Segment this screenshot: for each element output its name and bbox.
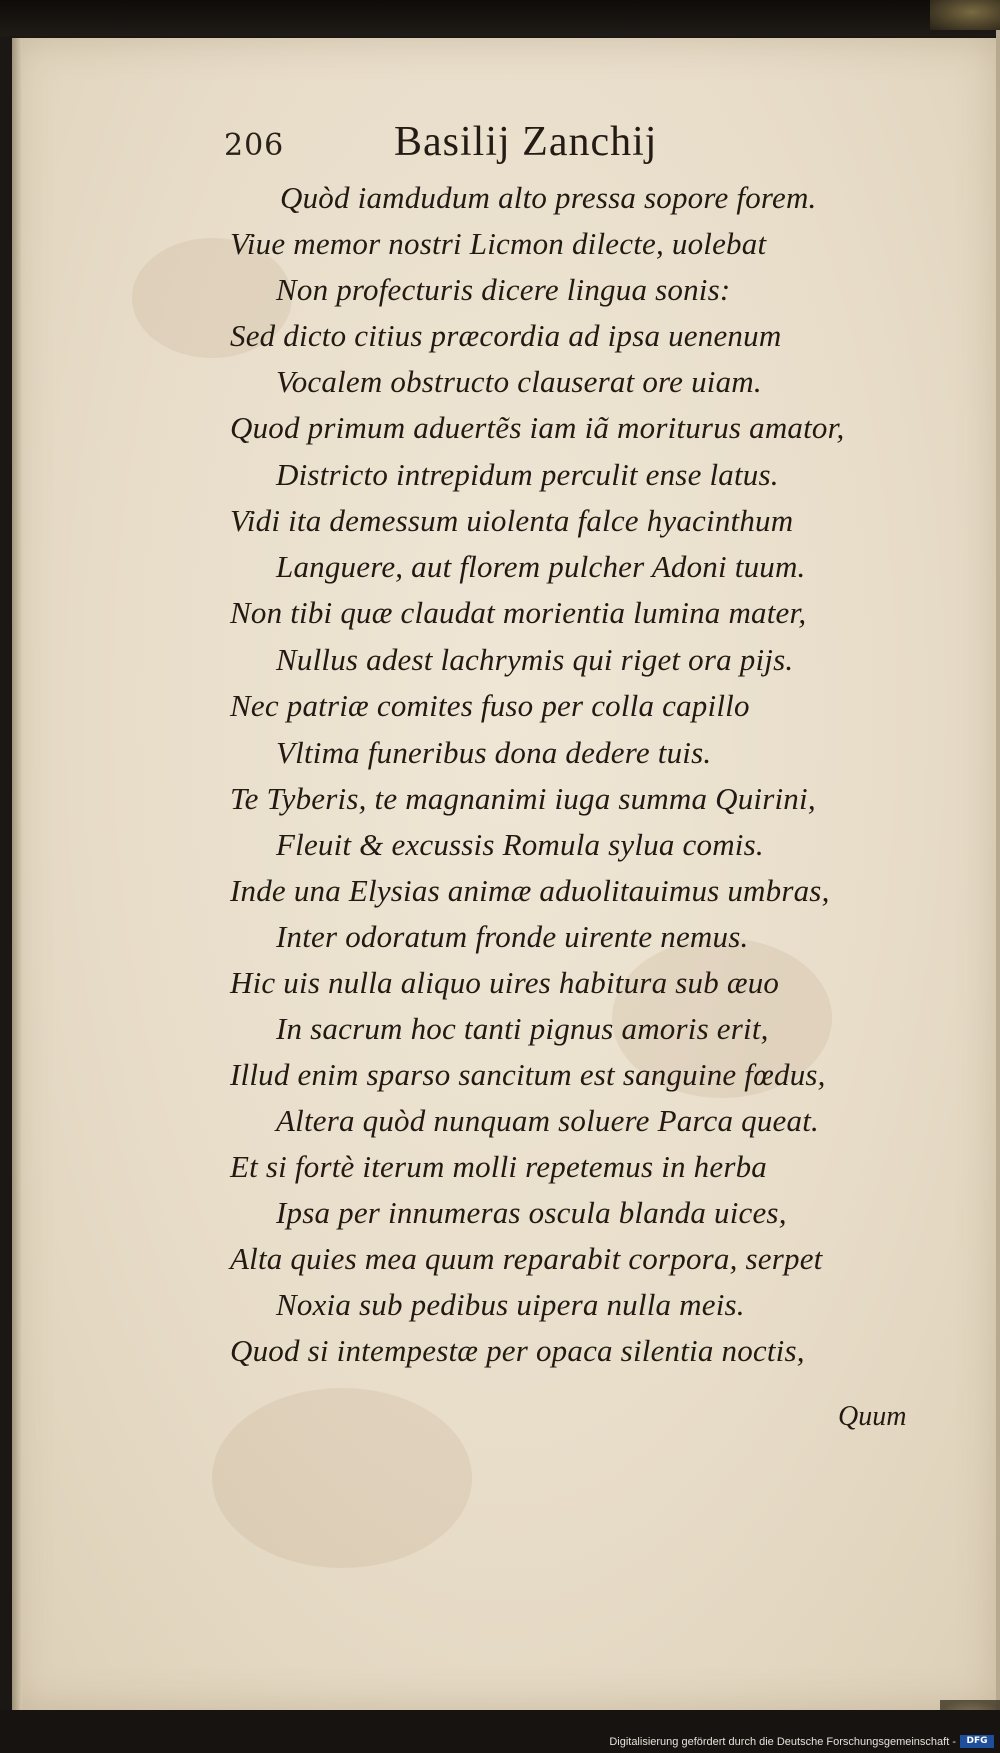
verse-line: Inde una Elysias animæ aduolitauimus umbras, [230, 873, 830, 908]
verse-line: Viue memor nostri Licmon dilecte, uolebat [230, 226, 767, 261]
verse-line: Vidi ita demessum uiolenta falce hyacinthum [230, 503, 794, 538]
verse-line: Altera quòd nunquam soluere Parca queat. [276, 1103, 819, 1138]
verse-line: Languere, aut florem pulcher Adoni tuum. [276, 549, 806, 584]
paper-stain [212, 1388, 472, 1568]
verse-line: Inter odoratum fronde uirente nemus. [276, 919, 749, 954]
page-gutter-edge [12, 38, 22, 1710]
verse-line: Sed dicto citius præcordia ad ipsa uenenum [230, 318, 782, 353]
verse-line: Alta quies mea quum reparabit corpora, serpet [230, 1241, 823, 1276]
verse-line: Quòd iamdudum alto pressa sopore forem. [280, 180, 817, 215]
page-fore-edge [996, 30, 1000, 1720]
verse-line: In sacrum hoc tanti pignus amoris erit, [276, 1011, 769, 1046]
verse-line: Illud enim sparso sancitum est sanguine fœdus, [230, 1057, 826, 1092]
page-number: 206 [224, 128, 285, 163]
page-header [224, 118, 744, 174]
verse-line: Nullus adest lachrymis qui riget ora pijs. [276, 642, 794, 677]
verse-line: Nec patriæ comites fuso per colla capillo [230, 688, 750, 723]
catchword: Quum [838, 1401, 907, 1432]
verse-line: Non profecturis dicere lingua sonis: [276, 272, 731, 307]
verse-line: Non tibi quæ claudat morientia lumina mater, [230, 595, 807, 630]
verse-line: Noxia sub pedibus uipera nulla meis. [276, 1287, 745, 1322]
verse-line: Quod si intempestæ per opaca silentia noctis, [230, 1333, 805, 1368]
running-head: Basilij Zanchij [394, 119, 658, 165]
verse-line: Districto intrepidum perculit ense latus. [276, 457, 779, 492]
verse-line: Te Tyberis, te magnanimi iuga summa Quirini, [230, 781, 816, 816]
digitization-credit: Digitalisierung gefördert durch die Deutsche Forschungsgemeinschaft - [609, 1736, 956, 1748]
verse-line: Vocalem obstructo clauserat ore uiam. [276, 364, 762, 399]
verse-line: Vltima funeribus dona dedere tuis. [276, 735, 712, 770]
corner-ornament-top [930, 0, 1000, 30]
verse-line: Et si fortè iterum molli repetemus in herba [230, 1149, 767, 1184]
verse-line: Ipsa per innumeras oscula blanda uices, [276, 1195, 787, 1230]
dfg-logo: DFG [960, 1735, 994, 1748]
verse-line: Hic uis nulla aliquo uires habitura sub æuo [230, 965, 780, 1000]
scan-top-border [0, 0, 1000, 36]
verse-line: Fleuit & excussis Romula sylua comis. [276, 827, 764, 862]
verse-line: Quod primum aduertẽs iam iã moriturus amator, [230, 410, 845, 445]
